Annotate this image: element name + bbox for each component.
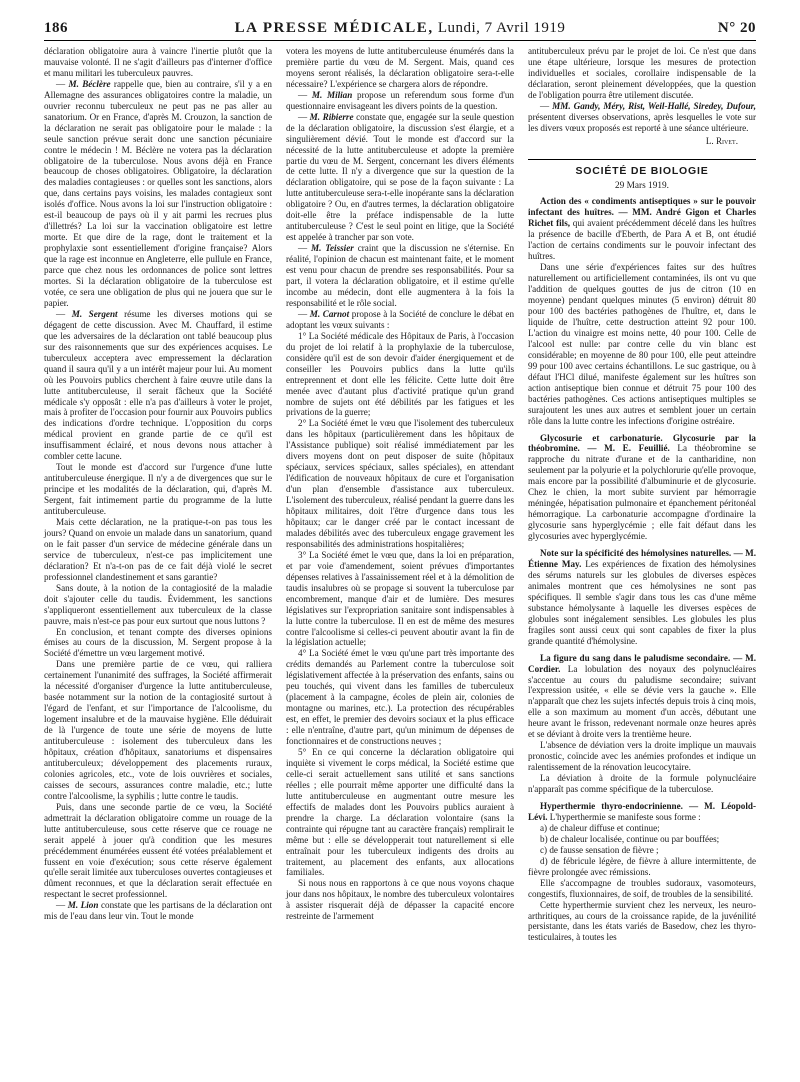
- issue-date: Lundi, 7 Avril 1919: [433, 20, 566, 36]
- speaker-name: M. Teissier: [311, 243, 354, 254]
- paragraph-text: présentent diverses observations, après lesquelles le vote sur les divers vœux proposés est reporté à une séance ultérieure.: [528, 111, 756, 133]
- journal-name: LA PRESSE MÉDICALE,: [234, 20, 434, 36]
- resolution-item: 1° La Société médicale des Hôpitaux de Paris, à l'occasion du projet de loi relatif à la prophylaxie de la tuberculose, considère qu'il est de son devoir d'aider énergiquement et de conseiller les Pouvoirs publics dans la lutte qu'ils entreprennent et dont elle les félicite. Cette lutte doit être menée avec d'autant plus d'activité pratique qu'un grand nombre de sujets ont été débilités par les fatigues et les privations de la guerre;: [286, 330, 514, 418]
- section-date: 29 Mars 1919.: [615, 180, 669, 191]
- paragraph: — M. Ribierre constate que, engagée sur la seule question de la déclaration obligatoire, la discussion s'est élargie, et a singulièrement dévié. Tout le monde est d'accord sur la nécessité de la lutte antituberculeuse et adopte la première partie du vœu de M. Sergent, concernant les divers éléments de cette lutte. Il n'y a divergence que sur la question de la déclaration obligatoire, qui se pose de la façon suivante : La lutte antituberculeuse sera-t-elle inopérante sans la déclaration obligatoire ? Ou, en d'autres termes, la déclaration obligatoire doit-elle être la préface indispensable de la lutte antituberculeuse ? C'est le seul point en litige, que la Société est appelée à trancher par son vote.: [286, 111, 515, 243]
- paragraph: La déviation à droite de la formule polynucléaire n'apparaît pas comme spécifique de la tuberculose.: [528, 773, 756, 795]
- communication: [528, 653, 756, 741]
- paragraph: antituberculeux prévu par le projet de loi. Ce n'est que dans une étape ultérieure, lorsque les mesures de protection individuelles et sociales, corollaire indispensable de la déclaration, seront pleinement développées, que la question de l'obligation pourra être utilement discutée.: [528, 46, 756, 100]
- column-1: [44, 46, 272, 922]
- communication-title: La figure du sang dans le paludisme secondaire. — M. Cordier.: [528, 652, 756, 674]
- speaker-names: MM. Gandy, Méry, Rist, Weil-Hallé, Siredey, Dufour,: [552, 100, 757, 111]
- paragraph: Si nous nous en rapportons à ce que nous voyons chaque jour dans nos hôpitaux, le nombre des tuberculeux volontaires à assister risquerait déjà de dépasser la capacité encore restreinte de l'armement: [286, 878, 514, 922]
- speaker-name: M. Milian: [311, 89, 353, 100]
- paragraph: déclaration obligatoire aura à vaincre l'inertie plutôt que la mauvaise volonté. Il ne s'agit d'ailleurs pas d'interner d'office et manu militari les tuberculeux pauvres.: [44, 46, 272, 78]
- paragraph: — M. Béclère rappelle que, bien au contraire, s'il y a en Allemagne des assurances obligatoires contre la maladie, un ouvrier reconnu tuberculeux ne peut pas ne pas aller au sanatorium. Or en France, d'après M. Crouzon, la sanction de la déclaration ne serait pas obligatoire pour le malade : la seule sanction prévue serait donc une sanction pécuniaire contre le médecin ! M. Béclère ne votera pas la déclaration obligatoire de la tuberculose. Nous avons déjà en France beaucoup de choses obligatoires. Obligatoire, la déclaration des maladies contagieuses : or quelles sont les sanctions, alors que, dans certains pays voisins, les malades contagieux sont isolés d'office. Nous avons la loi sur l'instruction obligatoire : est-il beaucoup de pays où il y ait parmi les recrues plus d'illettrés? La loi sur la vaccination obligatoire est lettre morte. Et que dire de la rage, dont le traitement et la prophylaxie sont essentiellement d'origine française? Alors que la rage est inconnue en Angleterre, elle pullule en France, parce que chez nous les ordonnances de police sont lettres mortes. Si la déclaration obligatoire de la tuberculose est votée, ce sera une obligation de plus qui ne jouera que sur le papier.: [44, 78, 272, 308]
- paragraph: Puis, dans une seconde partie de ce vœu, la Société admettrait la déclaration obligatoire comme un rouage de la lutte antituberculeuse, sous cette réserve que ce rouage ne serait appelé à jouer qu'à condition que les mesures précédemment énumérées eussent été votées préalablement et fussent en voie d'exécution; sous cette réserve également qu'elle serait limitée aux tuberculoses ouvertes contagieuses et dûment reconnues, et que la déclaration serait effectuée en respectant le secret professionnel.: [44, 801, 272, 900]
- paragraph: Elle s'accompagne de troubles sudoraux, vasomoteurs, congestifs, fluxionnaires, de soif, de troubles de la sensibilité.: [528, 877, 756, 899]
- resolution-item: 2° La Société émet le vœu que l'isolement des tuberculeux dans les hôpitaux (particulièrement dans les hôpitaux de l'Assistance publique) soit réalisé immédiatement par les divers moyens dont on peut disposer de suite (hôpitaux spéciaux, services spéciaux, salles spéciales), en attendant l'édification de nouveaux hôpitaux de cure et l'organisation d'un plan d'ensemble d'assistance aux tuberculeux. L'isolement des tuberculeux, réalisé pendant la guerre dans les hôpitaux militaires, doit l'être d'urgence dans tous les hôpitaux; car le danger créé par le contact incessant de malades débilités avec des tuberculeux engage gravement les responsabilités des administrations hospitalières;: [286, 418, 514, 549]
- paragraph: Cette hyperthermie survient chez les nerveux, les neuro-arthritiques, au cours de la croissance rapide, de la juvénilité persistante, dans les états variés de Basedow, chez les thyro-testiculaires, à toutes les: [528, 899, 756, 943]
- page-number: 186: [44, 20, 68, 36]
- paragraph: Tout le monde est d'accord sur l'urgence d'une lutte antituberculeuse énergique. Il n'y a de divergences que sur le principe et les modalités de la déclaration, qui, d'après M. Sergent, fait intimement partie du programme de la lutte antituberculeuse.: [44, 462, 272, 517]
- speaker-name: M. Ribierre: [309, 111, 354, 122]
- resolution-item: 4° La Société émet le vœu qu'une part très importante des crédits demandés au Parlement contre la tuberculose soit législativement affectée à la préservation des enfants, sains ou peu touchés, qui vivent dans les familles de tuberculeux (placement à la campagne, écoles de plein air, colonies de montagne ou marines, etc.). La protection des récupérables est, en effet, le premier des devoirs sociaux et la plus efficace : elle n'entraîne, d'autre part, qu'un minimum de dépenses de fonctionnaires et de constructions neuves ;: [286, 648, 514, 747]
- paragraph-text: rappelle que, bien au contraire, s'il y a en Allemagne des assurances obligatoires contre la maladie, un ouvrier reconnu tuberculeux ne peut pas ne pas aller au sanatorium. Or en France, d'après M. Crouzon, la sanction de la déclaration ne serait pas obligatoire pour le malade : la seule sanction prévue serait donc une sanction pécuniaire contre le médecin ! M. Béclère ne votera pas la déclaration obligatoire de la tuberculose. Nous avons déjà en France beaucoup de choses obligatoires. Obligatoire, la déclaration des maladies contagieuses : or quelles sont les sanctions, alors que, dans certains pays voisins, les malades contagieux sont isolés d'office. Nous avons la loi sur l'instruction obligatoire : est-il beaucoup de pays où il y ait parmi les recrues plus d'illettrés? La loi sur la vaccination obligatoire est lettre morte. Et que dire de la rage, dont le traitement et la prophylaxie sont essentiellement d'origine française? Alors que la rage est inconnue en Angleterre, elle pullule en France, parce que chez nous les ordonnances de police sont lettres mortes. Si la déclaration obligatoire de la tuberculose est votée, ce sera une obligation de plus qui ne jouera que sur le papier.: [44, 78, 272, 308]
- paragraph: Dans une première partie de ce vœu, qui ralliera certainement l'unanimité des suffrages, la Société affirmerait la nécessité d'organiser d'urgence la lutte antituberculeuse, basée notamment sur la notion de la contagiosité surtout à l'égard de l'enfant, et sur l'importance de l'alcoolisme, du logement insalubre et de la mauvaise hygiène. Elle déduirait de là l'urgence de toute une série de moyens de lutte antituberculeuse : isolement des tuberculeux dans les hôpitaux, création d'hôpitaux, sanatoriums et dispensaires antituberculeux; développement des placements ruraux, colonies agricoles, etc., vote de lois ouvrières et sociales, caisses de secours, assurances contre maladie, etc.; lutte contre l'alcoolisme, la syphilis ; lutte contre le taudis.: [44, 659, 272, 801]
- journal-title: [44, 20, 756, 37]
- paragraph-text: résume les diverses motions qui se dégagent de cette discussion. Avec M. Chauffard, il estime que les adversaires de la déclaration ont tablé beaucoup plus sur des raisonnements que sur des expériences acquises. Le tuberculeux acceptera avec empressement la déclaration quand il saura qu'il y a un intérêt majeur pour lui. Au moment où les Pouvoirs publics cherchent à faire œuvre utile dans la lutte antituberculeuse, il serait fâcheux que la Société médicale s'y opposât : elle n'a pas d'ailleurs à voter le projet, mais à profiter de l'occasion pour fournir aux Pouvoirs publics des indications d'ordre technique. L'opposition du corps médical provient en grande partie de ce qu'il est insuffisamment éclairé, et nous devons nous attacher à combler cette lacune.: [44, 308, 273, 462]
- paragraph: — M. Milian propose un referendum sous forme d'un questionnaire envisageant les divers points de la question.: [286, 89, 514, 111]
- page-header: [44, 18, 756, 40]
- speaker-name: M. Béclère: [68, 78, 111, 89]
- resolution-item: 5° En ce qui concerne la déclaration obligatoire qui inquiète si vivement le corps médical, la Société estime que celle-ci serait actuellement sans utilité et sans sanctions réelles ; elle pourrait même apporter une difficulté dans la lutte antituberculeuse en augmentant outre mesure les effectifs de malades dont les Pouvoirs publics auraient à prendre la charge. La déclaration volontaire (sans la contrainte qui répugne tant au caractère français) remplirait le même but : elle se développerait tout naturellement si elle entraînait pour les tuberculeux indigents des droits au traitement, au placement des enfants, aux allocations familiales.: [286, 747, 514, 878]
- resolution-item: 3° La Société émet le vœu que, dans la loi en préparation, et par voie d'amendement, soient prévues d'importantes dépenses relatives à l'assainissement réel et à la démolition de taudis insalubres où se propage si souvent la tuberculose par encombrement, manque d'air et de lumière. Des mesures législatives sur l'expropriation sanitaire sont indispensables à la lutte contre la tuberculose. Il en est de même des mesures contre l'alcoolisme si celles-ci peuvent aboutir avant la fin de la législation actuelle;: [286, 549, 514, 648]
- list-item: a) de chaleur diffuse et continue;: [540, 822, 660, 833]
- communication-title: Glycosurie et carbonaturie. Glycosurie par la théobromine. — M. E. Feuillié.: [528, 432, 756, 454]
- paragraph-text: constate que les partisans de la déclaration ont mis de l'eau dans leur vin. Tout le monde: [44, 900, 272, 922]
- paragraph-text: craint que la discussion ne s'éternise. En réalité, l'opinion de chacun est maintenant faite, et le moment est venu pour chacun de prendre ses responsabilités. Pour sa part, il votera la déclaration obligatoire, et il estime qu'elle incombe au médecin, dont elle augmentera à la fois la responsabilité et le rôle social.: [286, 243, 515, 308]
- paragraph: — M. Lion constate que les partisans de la déclaration ont mis de l'eau dans leur vin. Tout le monde: [44, 900, 272, 922]
- communication: [528, 548, 756, 647]
- column-3: [528, 46, 756, 943]
- communication-title: Note sur la spécificité des hémolysines naturelles. — M. Étienne May.: [528, 548, 756, 569]
- header-rule: [44, 40, 756, 41]
- paragraph: En conclusion, et tenant compte des diverses opinions émises au cours de la discussion, M. Sergent propose à la Société d'émettre un vœu largement motivé.: [44, 626, 272, 659]
- paragraph: — M. Sergent résume les diverses motions qui se dégagent de cette discussion. Avec M. Chauffard, il estime que les adversaires de la déclaration ont tablé beaucoup plus sur des raisonnements que sur des expériences acquises. Le tuberculeux acceptera avec empressement la déclaration quand il saura qu'il y a un intérêt majeur pour lui. Au moment où les Pouvoirs publics cherchent à faire œuvre utile dans la lutte antituberculeuse, il serait fâcheux que la Société médicale s'y opposât : elle n'a pas d'ailleurs à voter le projet, mais à profiter de l'occasion pour fournir aux Pouvoirs publics des indications d'ordre technique. L'opposition du corps médical provient en grande partie de ce qu'il est insuffisamment éclairé, et nous devons nous attacher à combler cette lacune.: [44, 308, 273, 462]
- paragraph: — M. Teissier craint que la discussion ne s'éternise. En réalité, l'opinion de chacun est maintenant faite, et le moment est venu pour chacun de prendre ses responsabilités. Pour sa part, il votera la déclaration obligatoire, et il estime qu'elle incombe au médecin, dont elle augmentera à la fois la responsabilité et le rôle social.: [286, 243, 515, 308]
- list-item: c) de fausse sensation de fièvre ;: [540, 844, 659, 855]
- section-heading: SOCIÉTÉ DE BIOLOGIE: [528, 159, 756, 177]
- signature: L. Rivet.: [705, 135, 738, 146]
- paragraph: Sans doute, à la notion de la contagiosité de la maladie doit s'ajouter celle du taudis. Évidemment, les sanctions s'appliqueront essentiellement aux tuberculeux de la classe pauvre, mais n'est-ce pas pour eux surtout que nous luttons ?: [44, 582, 272, 626]
- paragraph: votera les moyens de lutte antituberculeuse énumérés dans la première partie du vœu de M. Sergent. Mais, quand ces moyens seront réalisés, la déclaration obligatoire sera-t-elle nécessaire? L'expérience se chargera alors de répondre.: [286, 46, 514, 89]
- communication: [528, 433, 756, 543]
- paragraph: Dans une série d'expériences faites sur des huîtres naturellement ou artificiellement contaminées, ils ont vu que l'addition de quelques gouttes de jus de citron (10 en moyenne) pendant quelques minutes (5 environ) détruit 80 pour 100 des bactéries pathogènes de l'huître, et, dans le liquide de l'huître, cette destruction atteint 92 pour 100. L'action du vinaigre est moins nette, 40 pour 100. Celle de l'alcool est nulle: par contre celle du vin blanc est considérable; en moyenne de 80 pour 100, elle peut atteindre 99 pour 100 avec certains échantillons. Le suc gastrique, ou à défaut l'HCl dilué, manifeste également sur les huîtres son action antiseptique bien connue et détruit 75 pour 100 des bactéries pathogènes. Ces actions antiseptiques multiples se surajoutent les unes aux autres et semblent jouer un certain rôle dans la lutte contre les infections d'origine ostréaire.: [528, 262, 756, 426]
- paragraph-text: propose un referendum sous forme d'un questionnaire envisageant les divers points de la question.: [286, 89, 514, 111]
- paragraph: L'absence de déviation vers la droite implique un mauvais pronostic, coïncide avec les anémies profondes et indique un ralentissement de la rénovation leucocytaire.: [528, 740, 756, 773]
- paragraph-text: propose à la Société de conclure le débat en adoptant les vœux suivants :: [286, 308, 515, 330]
- communication-title: Action des « condiments antiseptiques » sur le pouvoir infectant des huîtres. — MM. André Gigon et Charles Richet fils,: [528, 196, 756, 229]
- paragraph-text: constate que, engagée sur la seule question de la déclaration obligatoire, la discussion s'est élargie, et a singulièrement dévié. Tout le monde est d'accord sur la nécessité de la lutte antituberculeuse et adopte la première partie du vœu de M. Sergent, concernant les divers éléments de cette lutte. Il n'y a divergence que sur la question de la déclaration obligatoire, qui se pose de la façon suivante : La lutte antituberculeuse sera-t-elle inopérante sans la déclaration obligatoire ? Ou, en d'autres termes, la déclaration obligatoire doit-elle être la préface indispensable de la lutte antituberculeuse ? C'est le seul point en litige, que la Société est appelée à trancher par son vote.: [286, 111, 515, 243]
- paragraph: Mais cette déclaration, ne la pratique-t-on pas tous les jours? Quand on envoie un malade dans un sanatorium, quand on le fait passer d'un service de médecine générale dans un service de tuberculeux, n'est-ce pas implicitement une déclaration? Et n'a-t-on pas de ce fait déjà violé le secret professionnel clandestinement et sans garantie?: [44, 516, 272, 582]
- communication-title: Hyperthermie thyro-endocrinienne. — M. Léopold-Lévi.: [528, 801, 756, 822]
- list-item: b) de chaleur localisée, continue ou par bouffées;: [540, 833, 720, 844]
- communication: [528, 801, 756, 823]
- communication: [528, 196, 756, 262]
- paragraph-text: La théobromine se rapproche du nitrate d'urane et de la cantharidine, non seulement par la polyurie et la polychlorurie qu'elle provoque, mais encore par la possibilité d'albuminurie et de glycosurie. Chez le chien, la mort subite survient par hémorragie méningée, hépatisation pulmonaire et épanchement péritonéal hémorragique. La carbonaturie accompagne d'ordinaire la glycosurie sans hyperglycémie ; elle fait défaut dans les glycosuries avec hyperglycémie.: [528, 443, 756, 542]
- paragraph-text: L'hyperthermie se manifeste sous forme :: [547, 811, 701, 822]
- paragraph: — MM. Gandy, Méry, Rist, Weil-Hallé, Siredey, Dufour, présentent diverses observations, après lesquelles le vote sur les divers vœux proposés est reporté à une séance ultérieure.: [528, 100, 757, 133]
- paragraph-text: Les expériences de fixation des hémolysines des sérums naturels sur les globules de diverses espèces animales montrent que ces hémolysines ne sont pas spécifiques. Il semble s'agir dans tous les cas d'une même substance hémolysante à laquelle les diverses espèces de globules sont inégalement sensibles. Les globules les plus fragiles sont aussi ceux qui sont capables de fixer la plus grande quantité d'hémolysine.: [528, 558, 756, 646]
- issue-number: N° 20: [717, 20, 756, 36]
- speaker-name: M. Carnot: [309, 308, 350, 319]
- list-item: d) de fébricule légère, de fièvre à allure intermittente, de fièvre prolongée avec rémissions.: [528, 855, 756, 877]
- paragraph-text: La lobulation des noyaux des polynucléaires s'accentue au cours du paludisme secondaire; suivant l'expression usitée, « elle se dévie vers la gauche ». Elle n'apparaît que chez les sujets infectés depuis trois à cinq mois, elle a son maximum au moment d'un accès, débutant une heure avant le frisson, redevenant normale onze heures après et se déviant à droite vers la trentième heure.: [528, 663, 756, 740]
- speaker-name: M. Lion: [67, 900, 99, 911]
- speaker-name: M. Sergent: [71, 308, 118, 319]
- paragraph: — M. Carnot propose à la Société de conclure le débat en adoptant les vœux suivants :: [286, 308, 515, 330]
- column-2: [286, 46, 514, 922]
- paragraph-text: qui avaient précédemment décelé dans les huîtres la présence de bacille d'Eberth, de Para A et B, ont étudié l'action de certains condiments sur le pouvoir infectant des huîtres.: [528, 218, 756, 262]
